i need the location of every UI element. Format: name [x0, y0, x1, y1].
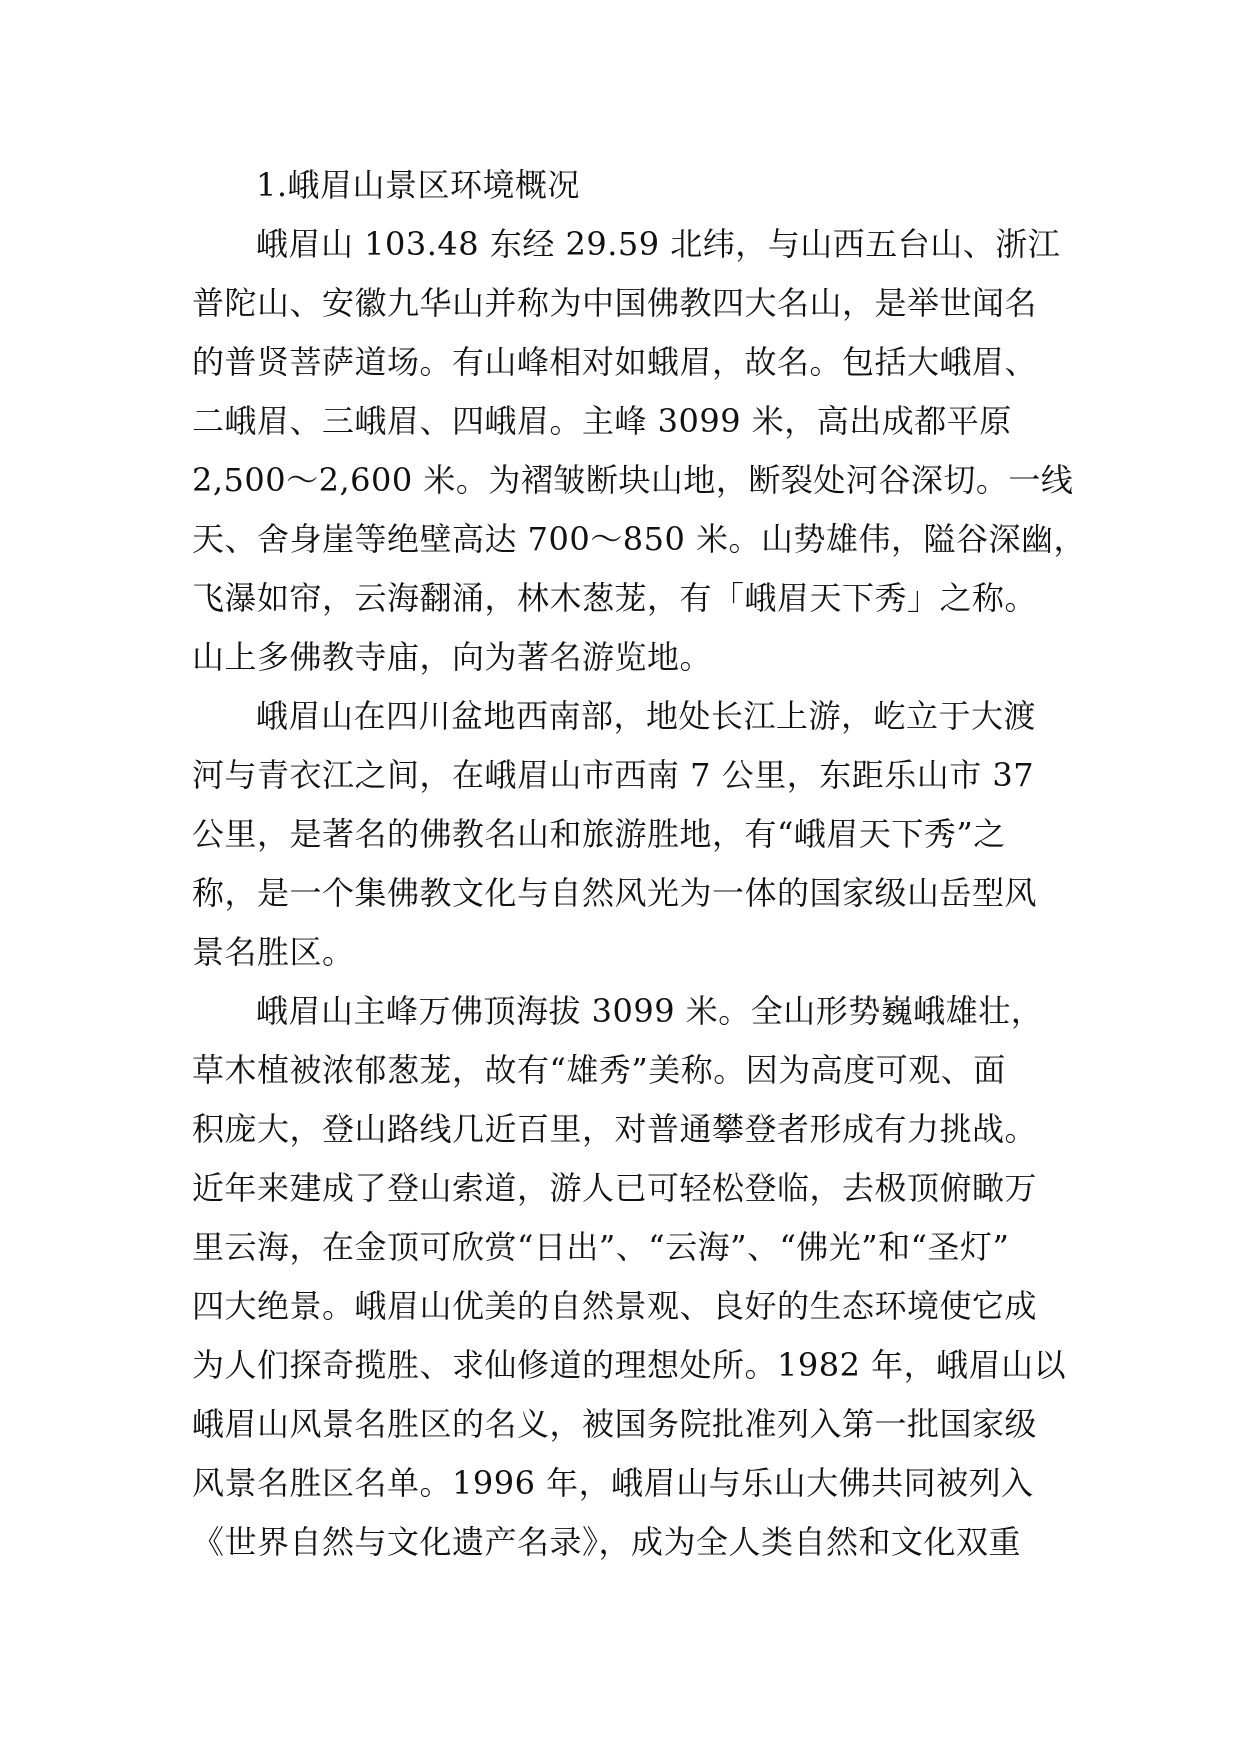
text-line: 河与青衣江之间，在峨眉山市西南 7 公里，东距乐山市 37: [192, 756, 1035, 794]
text-line: 峨眉山 103.48 东经 29.59 北纬，与山西五台山、浙江: [256, 225, 1061, 263]
text-line: 草木植被浓郁葱茏，故有“雄秀”美称。因为高度可观、面: [192, 1051, 1006, 1089]
text-line: 峨眉山在四川盆地西南部，地处长江上游，屹立于大渡: [256, 697, 1037, 735]
text-line: 普陀山、安徽九华山并称为中国佛教四大名山，是举世闻名: [192, 284, 1038, 322]
text-line: 公里，是著名的佛教名山和旅游胜地，有“峨眉天下秀”之: [192, 815, 1006, 853]
text-line: 山上多佛教寺庙，向为著名游览地。: [192, 638, 713, 676]
text-line: 积庞大，登山路线几近百里，对普通攀登者形成有力挑战。: [192, 1110, 1038, 1148]
section-heading: 1.峨眉山景区环境概况: [256, 166, 581, 204]
text-line: 天、舍身崖等绝壁高达 700～850 米。山势雄伟，隘谷深幽，: [192, 520, 1087, 558]
text-line: 为人们探奇揽胜、求仙修道的理想处所。1982 年，峨眉山以: [192, 1346, 1067, 1384]
text-line: 2,500～2,600 米。为褶皱断块山地，断裂处河谷深切。一线: [192, 461, 1074, 499]
text-line: 《世界自然与文化遗产名录》，成为全人类自然和文化双重: [192, 1523, 1022, 1561]
text-line: 峨眉山风景名胜区的名义，被国务院批准列入第一批国家级: [192, 1405, 1038, 1443]
text-line: 里云海，在金顶可欣赏“日出”、“云海”、“佛光”和“圣灯”: [192, 1228, 1010, 1266]
text-line: 四大绝景。峨眉山优美的自然景观、良好的生态环境使它成: [192, 1287, 1038, 1325]
text-line: 称，是一个集佛教文化与自然风光为一体的国家级山岳型风: [192, 874, 1038, 912]
text-line: 峨眉山主峰万佛顶海拔 3099 米。全山形势巍峨雄壮，: [256, 992, 1044, 1030]
text-line: 的普贤菩萨道场。有山峰相对如蛾眉，故名。包括大峨眉、: [192, 343, 1038, 381]
text-line: 二峨眉、三峨眉、四峨眉。主峰 3099 米，高出成都平原: [192, 402, 1012, 440]
text-line: 近年来建成了登山索道，游人已可轻松登临，去极顶俯瞰万: [192, 1169, 1038, 1207]
text-line: 风景名胜区名单。1996 年，峨眉山与乐山大佛共同被列入: [192, 1464, 1034, 1502]
text-line: 景名胜区。: [192, 933, 355, 971]
text-line: 飞瀑如帘，云海翻涌，林木葱茏，有「峨眉天下秀」之称。: [192, 579, 1038, 617]
